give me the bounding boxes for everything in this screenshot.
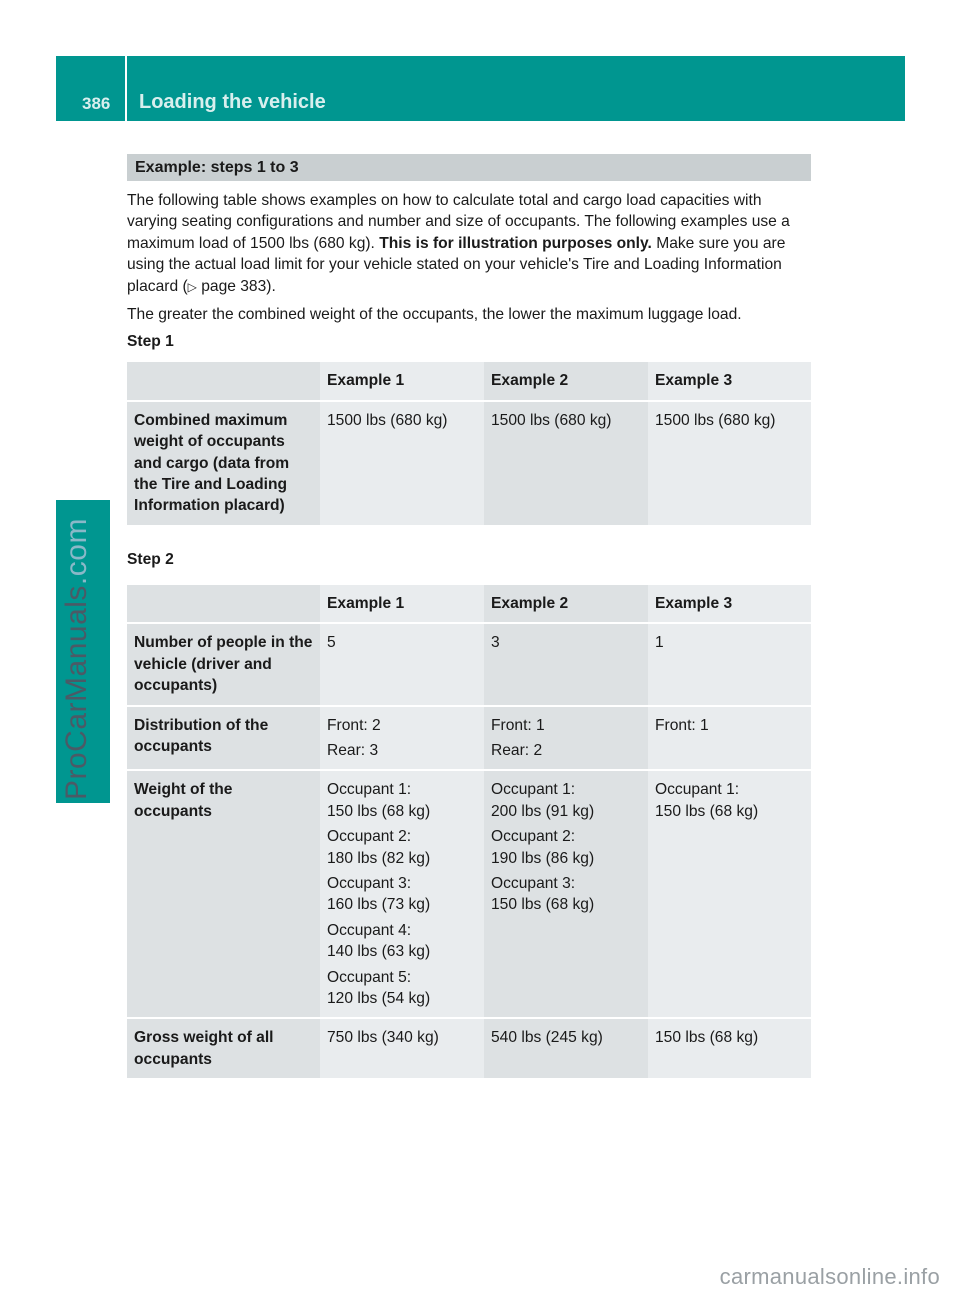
section-heading: Example: steps 1 to 3 bbox=[127, 154, 811, 181]
step1-header-empty bbox=[127, 362, 320, 400]
occupant-weight: 140 lbs (63 kg) bbox=[327, 943, 431, 961]
note-paragraph: The greater the combined weight of the occupants, the lower the maximum luggage load. bbox=[127, 306, 742, 324]
side-watermark bbox=[60, 400, 94, 800]
step2-header-example1: Example 1 bbox=[320, 585, 484, 623]
distribution-line: Front: 1 bbox=[491, 716, 545, 734]
occupant-name: Occupant 1: bbox=[327, 781, 412, 799]
page-title: Loading the vehicle bbox=[139, 91, 326, 113]
table-row bbox=[127, 401, 811, 526]
step1-header-example1: Example 1 bbox=[320, 362, 484, 400]
table-row bbox=[127, 623, 811, 705]
occupant-entry bbox=[327, 826, 477, 869]
step2-table bbox=[127, 585, 811, 1080]
footer-watermark: carmanualsonline.info bbox=[719, 1264, 940, 1289]
cell-people-ex3: 1 bbox=[648, 623, 811, 705]
cell-ex2: 1500 lbs (680 kg) bbox=[484, 401, 648, 526]
occupant-weight: 150 lbs (68 kg) bbox=[491, 896, 595, 914]
occupant-name: Occupant 2: bbox=[327, 828, 412, 846]
occupant-name: Occupant 1: bbox=[655, 781, 740, 799]
cell-distribution-ex1 bbox=[320, 706, 484, 771]
distribution-line: Front: 2 bbox=[327, 716, 381, 734]
occupant-weight: 160 lbs (73 kg) bbox=[327, 896, 431, 914]
occupant-entry bbox=[327, 920, 477, 963]
cell-ex1: 1500 lbs (680 kg) bbox=[320, 401, 484, 526]
occupant-weight: 180 lbs (82 kg) bbox=[327, 849, 431, 867]
row-label-people: Number of people in the vehicle (driver and occupants) bbox=[127, 623, 320, 705]
row-label-combined-weight: Combined maximum weight of occupants and cargo (data from the Tire and Loading Information placard) bbox=[127, 401, 320, 526]
occupant-weight: 200 lbs (91 kg) bbox=[491, 802, 595, 820]
occupant-name: Occupant 2: bbox=[491, 828, 576, 846]
distribution-line: Rear: 2 bbox=[491, 741, 543, 759]
occupant-name: Occupant 5: bbox=[327, 968, 412, 986]
occupant-weight: 190 lbs (86 kg) bbox=[491, 849, 595, 867]
side-watermark-prefix: ProCarManuals bbox=[60, 585, 93, 800]
occupant-name: Occupant 4: bbox=[327, 921, 412, 939]
row-label-distribution: Distribution of the occupants bbox=[127, 706, 320, 771]
cell-weight-ex1 bbox=[320, 770, 484, 1018]
main-content bbox=[127, 154, 811, 1080]
page-reference-link[interactable]: page 383). bbox=[196, 277, 276, 295]
row-label-gross-weight: Gross weight of all occupants bbox=[127, 1018, 320, 1079]
table-row bbox=[127, 770, 811, 1018]
cell-distribution-ex2 bbox=[484, 706, 648, 771]
side-watermark-suffix: .com bbox=[60, 518, 93, 586]
occupant-weight: 150 lbs (68 kg) bbox=[655, 802, 759, 820]
cell-weight-ex2 bbox=[484, 770, 648, 1018]
row-label-weight: Weight of the occupants bbox=[127, 770, 320, 1018]
cell-weight-ex3 bbox=[648, 770, 811, 1018]
occupant-entry bbox=[491, 779, 641, 822]
page-number: 386 bbox=[82, 94, 111, 113]
intro-paragraph bbox=[127, 190, 811, 298]
distribution-line: Rear: 3 bbox=[327, 741, 379, 759]
occupant-entry bbox=[327, 779, 477, 822]
occupant-entry bbox=[327, 967, 477, 1010]
step1-header-row bbox=[127, 362, 811, 400]
cell-gross-ex3: 150 lbs (68 kg) bbox=[648, 1018, 811, 1079]
step1-label: Step 1 bbox=[127, 333, 174, 351]
occupant-weight: 120 lbs (54 kg) bbox=[327, 989, 431, 1007]
header-divider bbox=[125, 56, 127, 121]
cell-people-ex1: 5 bbox=[320, 623, 484, 705]
occupant-name: Occupant 3: bbox=[491, 874, 576, 892]
occupant-entry bbox=[327, 873, 477, 916]
distribution-line: Front: 1 bbox=[655, 716, 709, 734]
step2-header-example3: Example 3 bbox=[648, 585, 811, 623]
occupant-entry bbox=[491, 873, 641, 916]
step1-header-example2: Example 2 bbox=[484, 362, 648, 400]
cell-gross-ex2: 540 lbs (245 kg) bbox=[484, 1018, 648, 1079]
occupant-entry bbox=[655, 779, 804, 822]
occupant-weight: 150 lbs (68 kg) bbox=[327, 802, 431, 820]
step2-header-example2: Example 2 bbox=[484, 585, 648, 623]
cell-distribution-ex3 bbox=[648, 706, 811, 771]
occupant-name: Occupant 3: bbox=[327, 874, 412, 892]
occupant-name: Occupant 1: bbox=[491, 781, 576, 799]
page-ref-arrow-icon: ▷ bbox=[187, 279, 197, 294]
occupant-entry bbox=[491, 826, 641, 869]
table-row bbox=[127, 1018, 811, 1079]
step2-header-empty bbox=[127, 585, 320, 623]
table-row bbox=[127, 706, 811, 771]
intro-text-2: Make sure you are using the actual load limit for your vehicle stated on your vehicle's Tire and Loading Information placard ( bbox=[127, 234, 786, 295]
cell-people-ex2: 3 bbox=[484, 623, 648, 705]
intro-bold: This is for illustration purposes only. bbox=[379, 234, 652, 252]
cell-ex3: 1500 lbs (680 kg) bbox=[648, 401, 811, 526]
step2-label: Step 2 bbox=[127, 550, 174, 568]
intro-text-1: The following table shows examples on how to calculate total and cargo load capacities with varying seating configurations and number and size of occupants. The following examples use a maximum load of 1500 lbs (680 kg). bbox=[127, 192, 790, 252]
step1-table bbox=[127, 362, 811, 526]
step1-header-example3: Example 3 bbox=[648, 362, 811, 400]
step2-header-row bbox=[127, 585, 811, 623]
cell-gross-ex1: 750 lbs (340 kg) bbox=[320, 1018, 484, 1079]
